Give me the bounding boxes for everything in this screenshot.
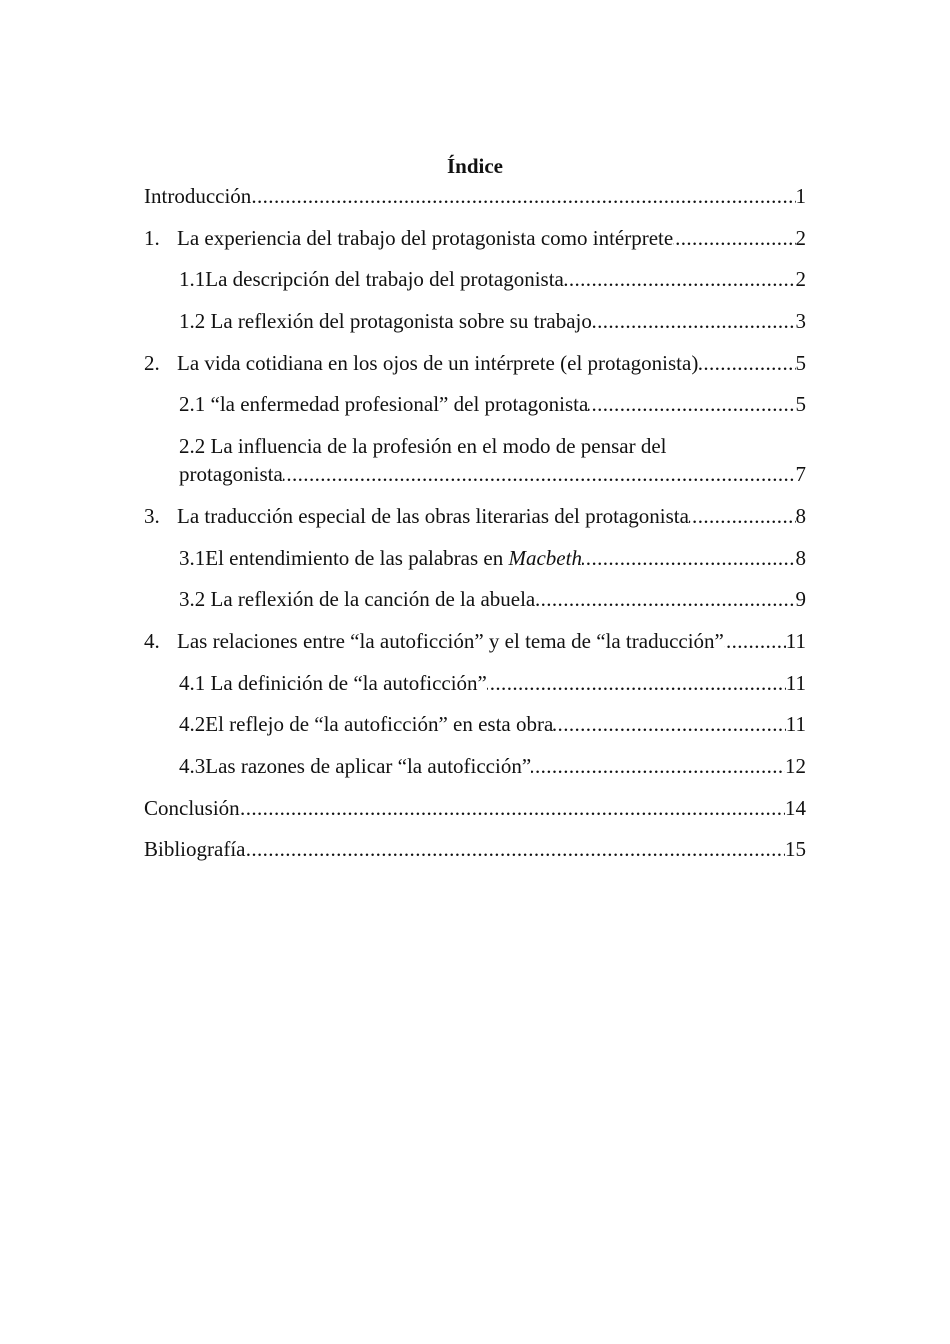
toc-page-number: 8 [795, 503, 806, 528]
toc-entry-section-4-1[interactable] [179, 669, 806, 697]
toc-entry-section-3-2[interactable] [179, 585, 806, 613]
toc-entry-label: 4.3Las razones de aplicar “la autoficción” [179, 753, 532, 778]
toc-chapter-number: 1. [144, 225, 160, 250]
toc-entry-chapter-3[interactable] [144, 502, 806, 530]
toc-page-number: 7 [795, 462, 806, 487]
toc-page-number: 12 [785, 753, 806, 778]
page-title: Índice [446, 154, 503, 178]
toc-entry-label: 1.1La descripción del trabajo del protagonista [179, 267, 564, 292]
toc-entry-section-4-2[interactable] [179, 710, 806, 738]
toc-entry-chapter-2[interactable] [144, 349, 806, 377]
toc-entry-label: 1.2 La reflexión del protagonista sobre su trabajo [179, 309, 592, 334]
toc-entry-label: Introducción [144, 184, 252, 208]
toc-entry-label: 2.1 “la enfermedad profesional” del protagonista [179, 392, 589, 417]
toc-entry-introduccion[interactable] [144, 182, 806, 210]
toc-entry-label: Bibliografía [144, 837, 246, 862]
toc-entry-section-2-1[interactable] [179, 390, 806, 418]
toc-page-number: 8 [795, 545, 806, 570]
toc-entry-italic-title: Macbeth [508, 545, 582, 570]
toc-page-number: 3 [795, 309, 806, 334]
toc-entry-section-3-1[interactable] [179, 544, 806, 572]
toc-chapter-number: 2. [144, 350, 160, 375]
toc-page-number: 11 [785, 670, 806, 695]
toc-page-number: 11 [785, 712, 806, 737]
toc-entry-label: Las relaciones entre “la autoficción” y el tema de “la traducción” [177, 628, 724, 653]
toc-entry-chapter-1[interactable] [144, 224, 806, 252]
toc-entry-section-1-1[interactable] [179, 265, 806, 293]
toc-entry-label: 4.1 La definición de “la autoficción” [179, 670, 487, 695]
toc-entry-label: Conclusión [144, 795, 240, 820]
toc-entry-label: La experiencia del trabajo del protagonista como intérprete [177, 225, 674, 250]
toc-entry-label: La traducción especial de las obras literarias del protagonista [177, 503, 689, 528]
table-of-contents [144, 182, 806, 877]
toc-page-number: 5 [795, 350, 806, 375]
toc-entry-label: 3.2 La reflexión de la canción de la abuela [179, 587, 536, 612]
toc-page-number: 5 [795, 392, 806, 417]
toc-entry-label-line-1: 2.2 La influencia de la profesión en el modo de pensar del [179, 434, 667, 459]
toc-page-number: 2 [795, 225, 806, 250]
toc-entry-label-line-2: protagonista [179, 462, 283, 487]
toc-chapter-number: 4. [144, 628, 160, 653]
toc-page-number: 2 [795, 267, 806, 292]
toc-page-number: 9 [795, 587, 806, 612]
toc-entry-section-2-2[interactable] [179, 432, 806, 488]
toc-entry-label: 3.1El entendimiento de las palabras en [179, 545, 509, 570]
toc-page-number: 1 [795, 184, 806, 208]
toc-entry-section-4-3[interactable] [179, 752, 806, 780]
toc-entry-conclusion[interactable] [144, 794, 806, 822]
toc-chapter-number: 3. [144, 503, 160, 528]
toc-entry-chapter-4[interactable] [144, 627, 806, 655]
toc-entry-bibliografia[interactable] [144, 835, 806, 863]
toc-entry-label: La vida cotidiana en los ojos de un intérprete (el protagonista) [177, 350, 699, 375]
toc-page-number: 15 [785, 837, 806, 862]
toc-entry-label: 4.2El reflejo de “la autoficción” en esta obra [179, 712, 554, 737]
toc-page-number: 14 [785, 795, 806, 820]
toc-page-number: 11 [785, 628, 806, 653]
toc-entry-section-1-2[interactable] [179, 307, 806, 335]
